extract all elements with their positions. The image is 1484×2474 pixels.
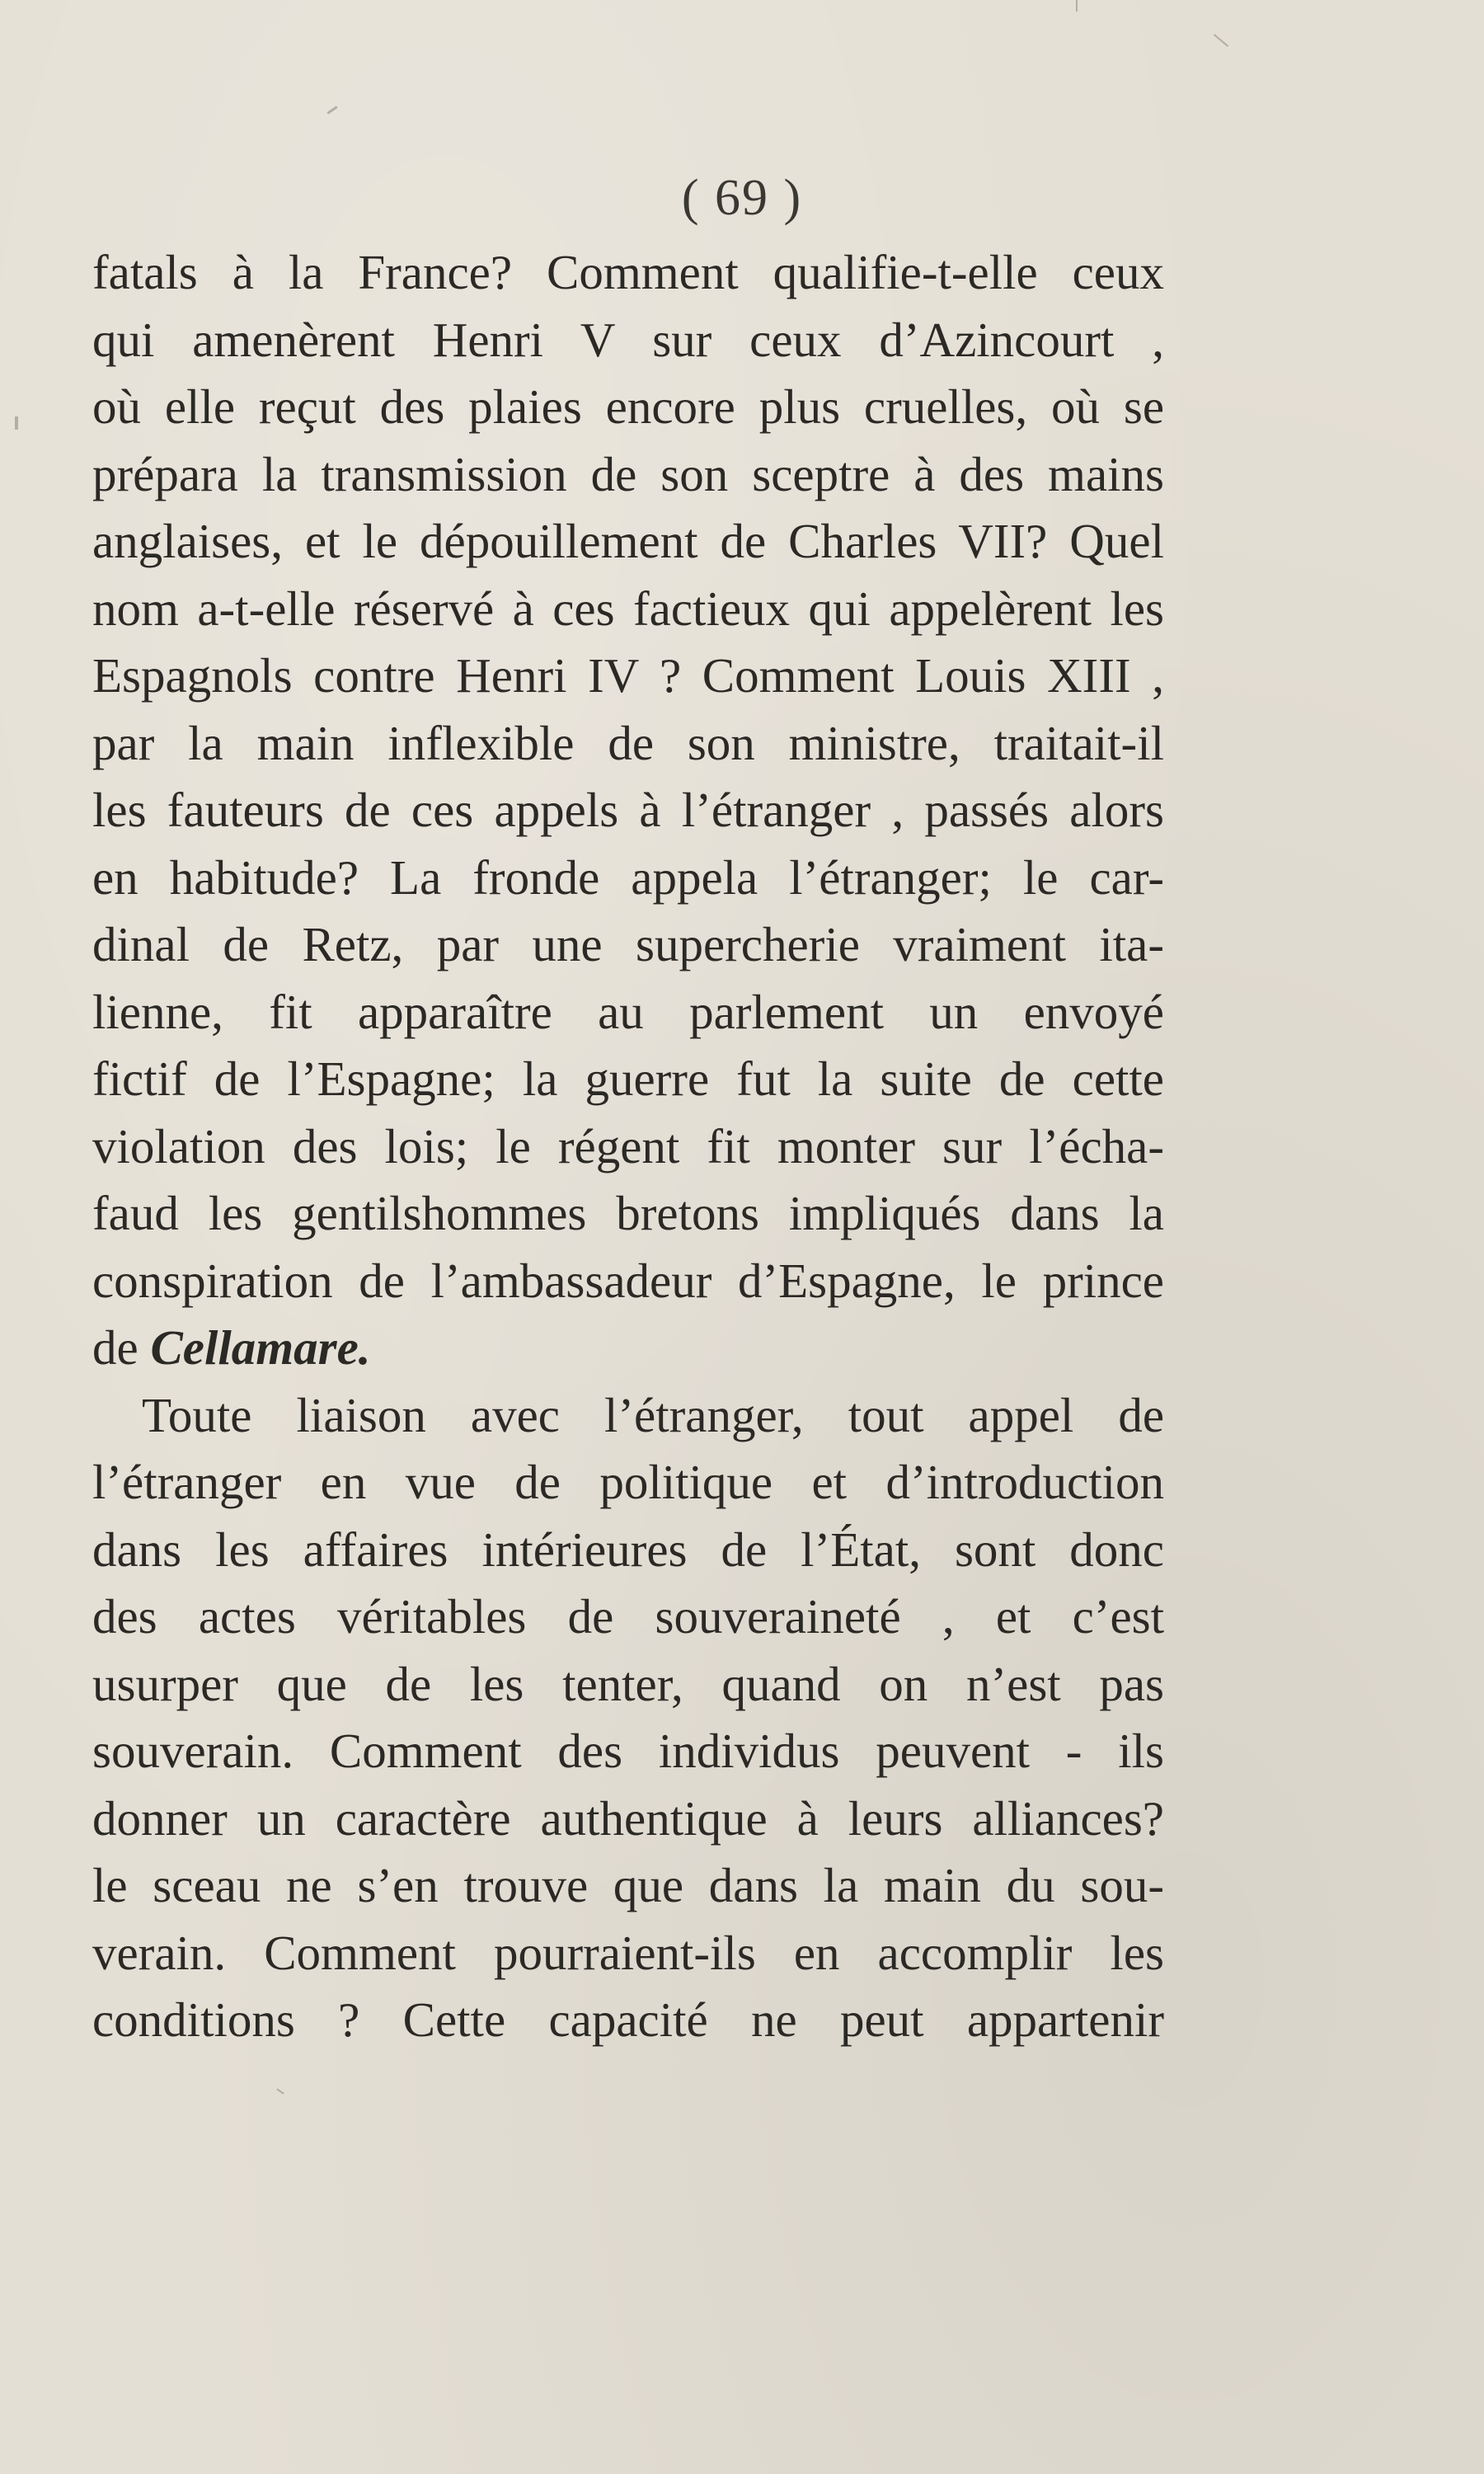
- text-line: conditions ? Cette capacité ne peut appartenir: [92, 1992, 1164, 2047]
- text-line: violation des lois; le régent fit monter sur l’écha-: [92, 1118, 1164, 1174]
- text-line: en habitude? La fronde appela l’étranger; le car-: [92, 849, 1164, 905]
- text-line: qui amenèrent Henri V sur ceux d’Azincourt ,: [92, 312, 1164, 367]
- text-line: les fauteurs de ces appels à l’étranger , passés alors: [92, 783, 1164, 837]
- text-line: le sceau ne s’en trouve que dans la main du sou-: [92, 1858, 1164, 1912]
- text-fragment: de: [92, 1320, 151, 1375]
- paper-speck: [15, 416, 18, 430]
- text-line: Espagnols contre Henri IV ? Comment Louis XIII ,: [92, 648, 1164, 703]
- text-line: Toute liaison avec l’étranger, tout appel de: [142, 1387, 1164, 1442]
- text-line: verain. Comment pourraient-ils en accomplir les: [92, 1925, 1164, 1980]
- text-line: donner un caractère authentique à leurs alliances?: [92, 1790, 1164, 1846]
- text-line: usurper que de les tenter, quand on n’est pas: [92, 1656, 1164, 1711]
- paper-speck: [1076, 0, 1078, 12]
- text-line: dans les affaires intérieures de l’État, sont donc: [92, 1522, 1164, 1577]
- paper-speck: [326, 106, 337, 114]
- text-line: conspiration de l’ambassadeur d’Espagne, le prince: [92, 1253, 1164, 1308]
- text-line: par la main inflexible de son ministre, traitait-il: [92, 715, 1164, 770]
- text-line: des actes véritables de souveraineté , et c’est: [92, 1589, 1164, 1644]
- paper-speck: [276, 2088, 284, 2094]
- text-line: nom a-t-elle réservé à ces factieux qui appelèrent les: [92, 581, 1164, 636]
- text-line: dinal de Retz, par une supercherie vraiment ita-: [92, 917, 1164, 971]
- text-line: l’étranger en vue de politique et d’introduction: [92, 1455, 1164, 1509]
- paper-speck: [1214, 34, 1228, 47]
- page-number: ( 69 ): [681, 170, 803, 226]
- paragraph-end-line: [92, 1315, 1164, 1382]
- text-line: fatals à la France? Comment qualifie-t-elle ceux: [92, 245, 1164, 299]
- text-line: faud les gentilshommes bretons impliqués dans la: [92, 1186, 1164, 1240]
- text-line: fictif de l’Espagne; la guerre fut la suite de cette: [92, 1051, 1164, 1106]
- text-line: anglaises, et le dépouillement de Charles VII? Quel: [92, 514, 1164, 568]
- text-line: où elle reçut des plaies encore plus cruelles, où se: [92, 379, 1164, 434]
- body-text: [92, 239, 1164, 2054]
- text-line: prépara la transmission de son sceptre à des mains: [92, 446, 1164, 501]
- text-line: souverain. Comment des individus peuvent - ils: [92, 1724, 1164, 1778]
- text-line: lienne, fit apparaître au parlement un envoyé: [92, 984, 1164, 1039]
- italic-name: Cellamare.: [150, 1320, 371, 1375]
